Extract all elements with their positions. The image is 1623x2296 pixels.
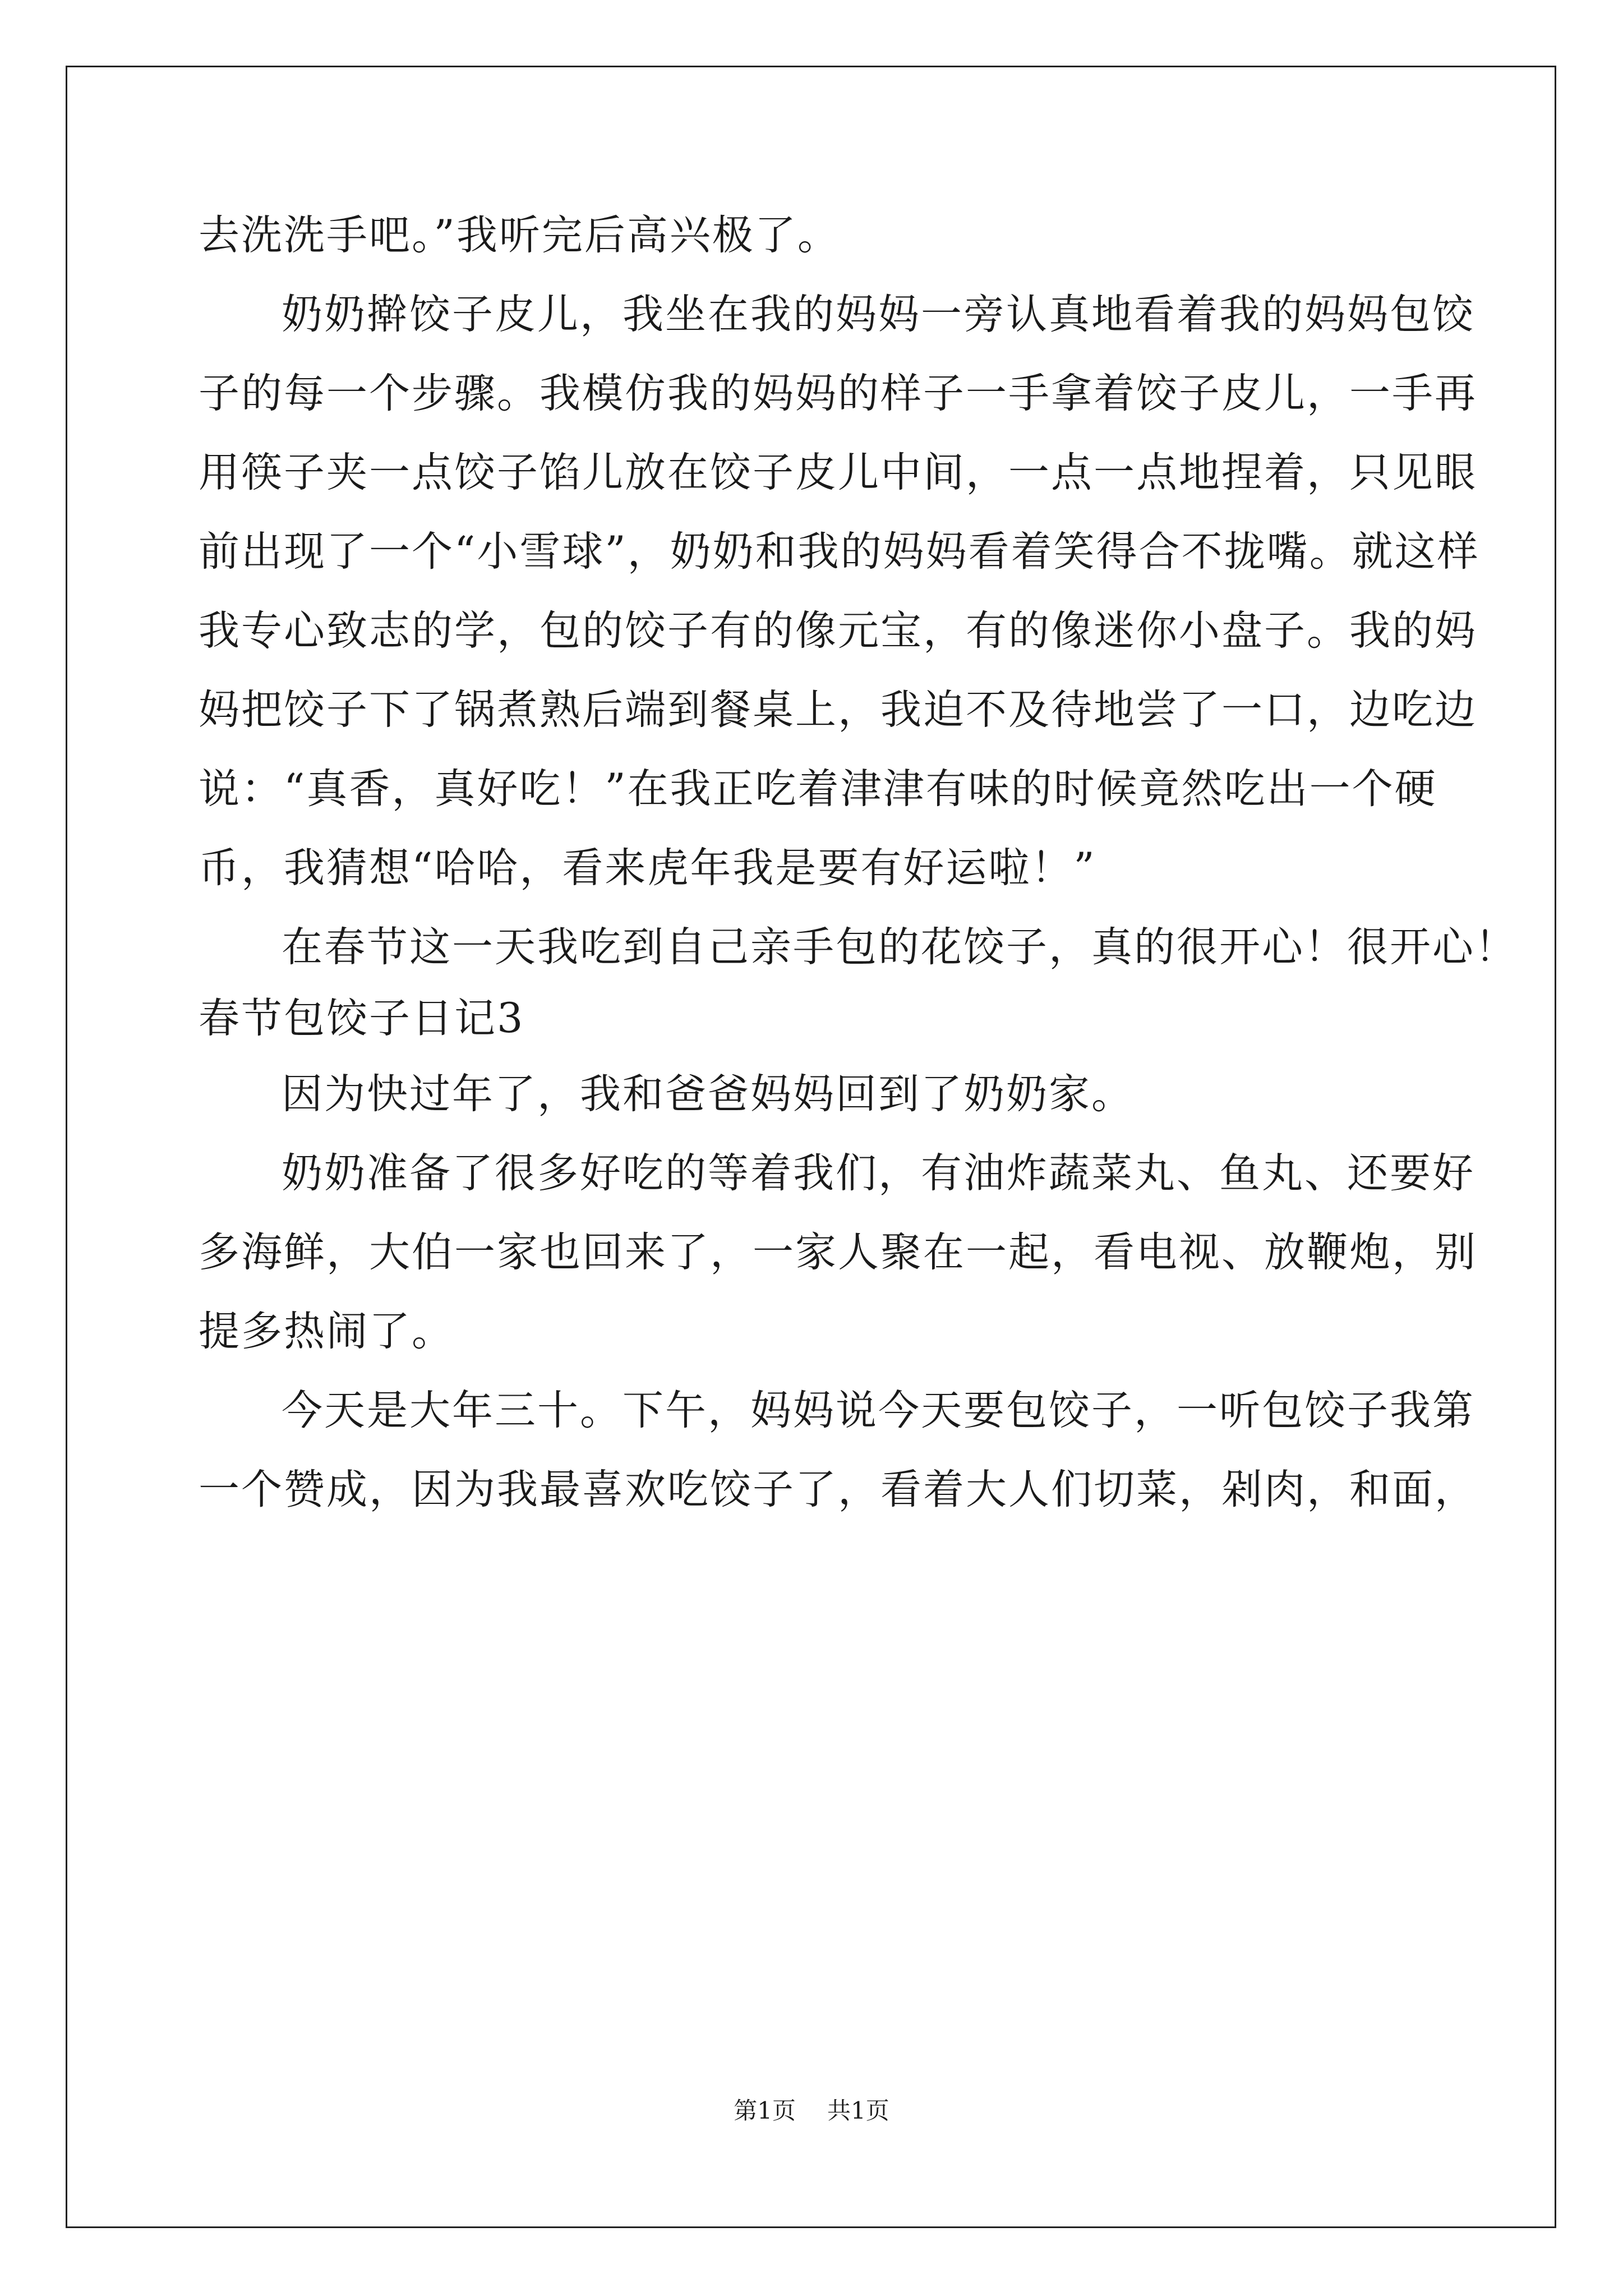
text-line: 妈把饺子下了锅煮熟后端到餐桌上，我迫不及待地尝了一口，边吃边 <box>199 686 1477 734</box>
text-line: 我专心致志的学，包的饺子有的像元宝，有的像迷你小盘子。我的妈 <box>199 607 1477 655</box>
text-line: 提多热闹了。 <box>199 1308 454 1355</box>
paragraph-start-line: 因为快过年了，我和爸爸妈妈回到了奶奶家。 <box>282 1070 1134 1118</box>
paragraph-start-line: 奶奶擀饺子皮儿，我坐在我的妈妈一旁认真地看着我的妈妈包饺 <box>282 291 1475 338</box>
page-footer <box>0 2094 1623 2128</box>
text-line: 一个赞成，因为我最喜欢吃饺子了，看着大人们切菜，剁肉，和面， <box>199 1466 1477 1513</box>
paragraph-start-line: 奶奶准备了很多好吃的等着我们，有油炸蔬菜丸、鱼丸、还要好 <box>282 1149 1475 1197</box>
page-total: 共1页 <box>827 2097 889 2124</box>
page-number: 第1页 <box>734 2097 796 2124</box>
text-line: 说：“真香，真好吃！”在我正吃着津津有味的时候竟然吃出一个硬 <box>199 765 1437 813</box>
paragraph-start-line: 今天是大年三十。下午，妈妈说今天要包饺子，一听包饺子我第 <box>282 1387 1475 1434</box>
text-line: 子的每一个步骤。我模仿我的妈妈的样子一手拿着饺子皮儿，一手再 <box>199 370 1477 417</box>
text-line: 多海鲜，大伯一家也回来了，一家人聚在一起，看电视、放鞭炮，别 <box>199 1228 1477 1276</box>
paragraph-start-line: 在春节这一天我吃到自己亲手包的花饺子，真的很开心！很开心！ <box>282 923 1518 971</box>
section-heading: 春节包饺子日记3 <box>199 995 525 1042</box>
text-line: 去洗洗手吧。”我听完后高兴极了。 <box>199 211 840 259</box>
text-line: 币，我猜想“哈哈，看来虎年我是要有好运啦！” <box>199 844 1096 892</box>
text-line: 前出现了一个“小雪球”，奶奶和我的妈妈看着笑得合不拢嘴。就这样 <box>199 528 1480 576</box>
text-line: 用筷子夹一点饺子馅儿放在饺子皮儿中间，一点一点地捏着，只见眼 <box>199 449 1477 496</box>
